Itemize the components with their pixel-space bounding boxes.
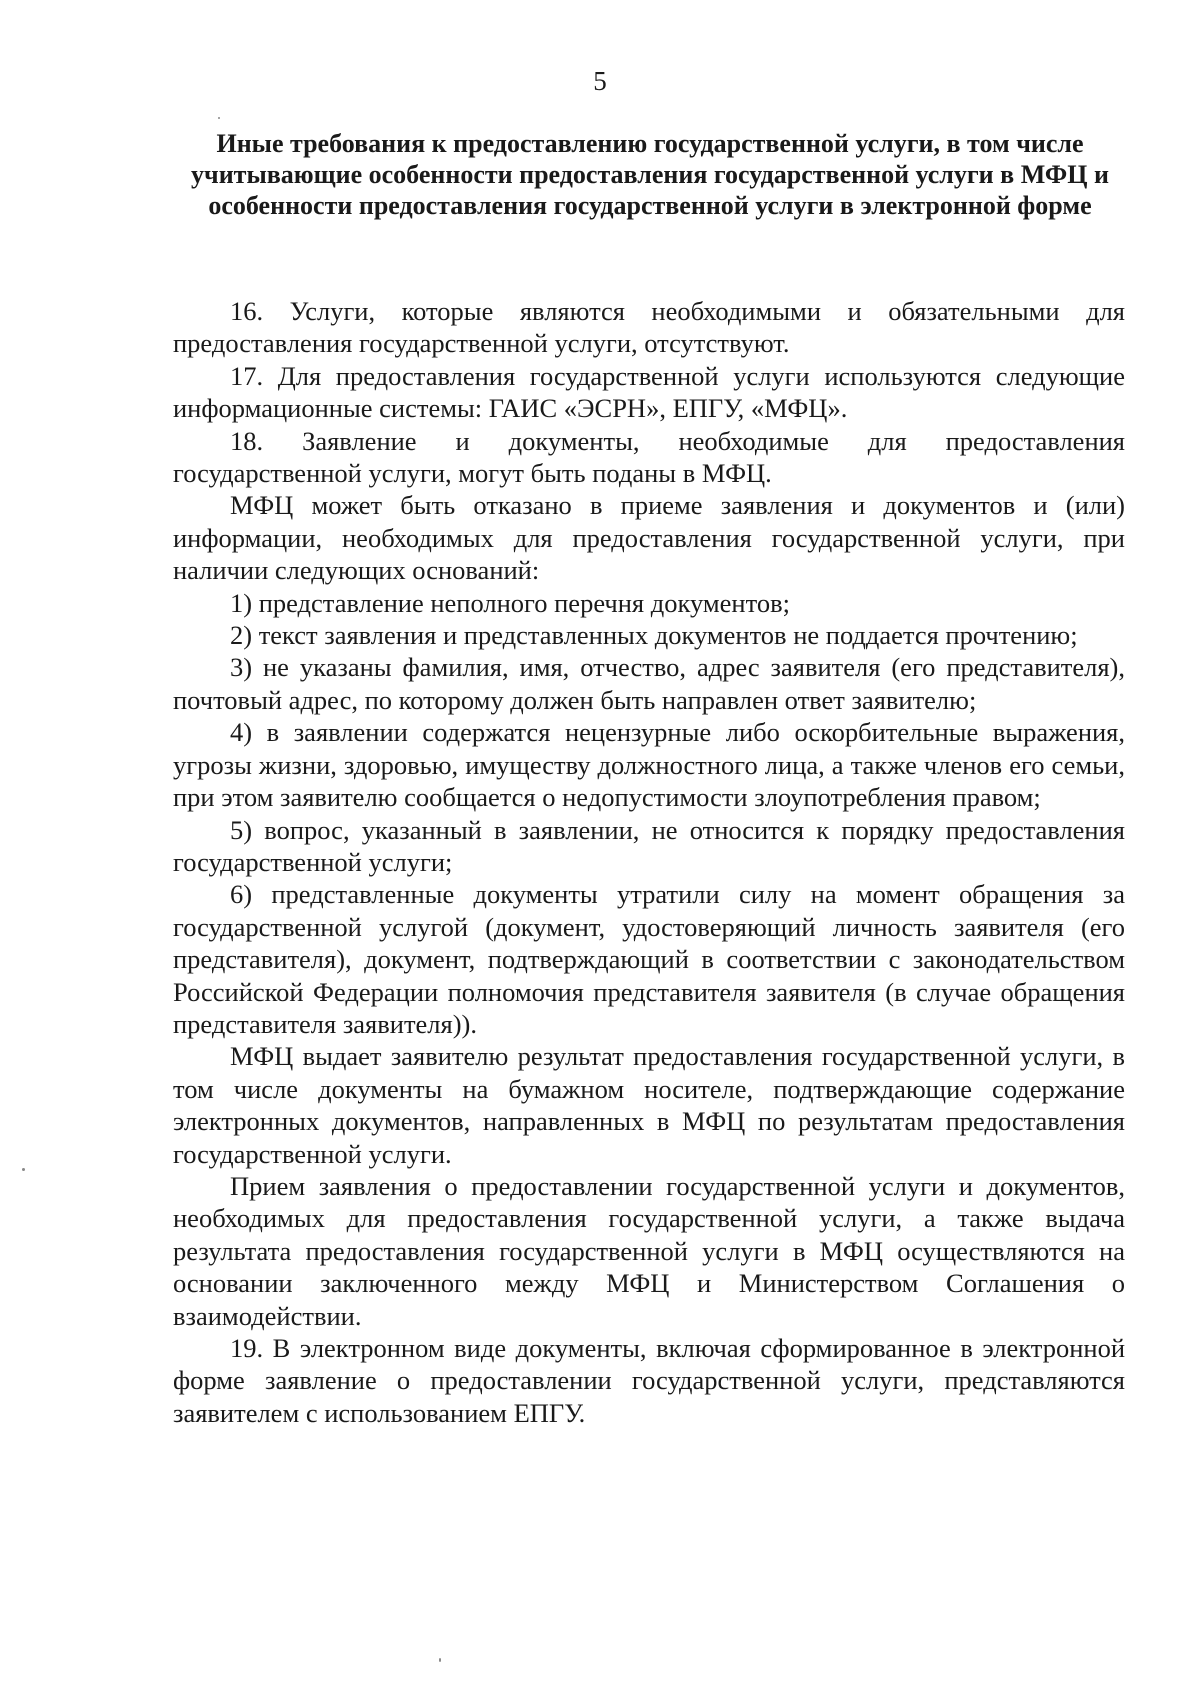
paragraph-refusal-grounds: МФЦ может быть отказано в приеме заявления и документов и (или) информации, необходимых для предоставления государственной услуги, при наличии следующих оснований: <box>173 490 1125 586</box>
paragraph-19: 19. В электронном виде документы, включая сформированное в электронной форме заявление о предоставлении государственной услуги, представляются заявителем с использованием ЕПГУ. <box>173 1333 1125 1428</box>
section-heading: Иные требования к предоставлению государственной услуги, в том числе учитывающие особенности предоставления государственной услуги в МФЦ и особенности предоставления государственной услуги в электронной форме <box>191 129 1109 220</box>
scan-speck <box>218 117 220 119</box>
list-item-5: 5) вопрос, указанный в заявлении, не относится к порядку предоставления государственной услуги; <box>173 814 1125 877</box>
paragraph-17: 17. Для предоставления государственной услуги используются следующие информационные системы: ГАИС «ЭСРН», ЕПГУ, «МФЦ». <box>173 360 1125 424</box>
list-item-4: 4) в заявлении содержатся нецензурные либо оскорбительные выражения, угрозы жизни, здоровью, имуществу должностного лица, а также членов его семьи, при этом заявителю сообщается о недопустимости злоупотребления правом; <box>173 717 1125 813</box>
paragraph-mfc-result: МФЦ выдает заявителю результат предоставления государственной услуги, в том числе документы на бумажном носителе, подтверждающие содержание электронных документов, направленных в МФЦ по результатам предоставления государственной услуги. <box>173 1041 1125 1169</box>
scan-speck <box>439 1658 441 1662</box>
page-number: 5 <box>593 66 607 96</box>
list-item-3: 3) не указаны фамилия, имя, отчество, адрес заявителя (его представителя), почтовый адрес, по которому должен быть направлен ответ заявителю; <box>173 652 1125 715</box>
paragraph-16: 16. Услуги, которые являются необходимыми и обязательными для предоставления государственной услуги, отсутствуют. <box>173 296 1125 359</box>
list-item-6: 6) представленные документы утратили силу на момент обращения за государственной услугой (документ, удостоверяющий личность заявителя (его представителя), документ, подтверждающий в соответствии с законодательством Российской Федерации полномочия представителя заявителя (в случае обращения представителя заявителя)). <box>173 879 1125 1039</box>
paragraph-mfc-agreement: Прием заявления о предоставлении государственной услуги и документов, необходимых для предоставления государственной услуги, а также выдача результата предоставления государственной услуги в МФЦ осуществляются на основании заключенного между МФЦ и Министерством Соглашения о взаимодействии. <box>173 1170 1125 1331</box>
list-item-1: 1) представление неполного перечня документов; <box>230 587 790 618</box>
list-item-2: 2) текст заявления и представленных документов не поддается прочтению; <box>230 620 1078 651</box>
paragraph-18: 18. Заявление и документы, необходимые для предоставления государственной услуги, могут быть поданы в МФЦ. <box>173 425 1125 489</box>
document-body <box>173 295 1125 1429</box>
scan-speck <box>22 1168 25 1171</box>
